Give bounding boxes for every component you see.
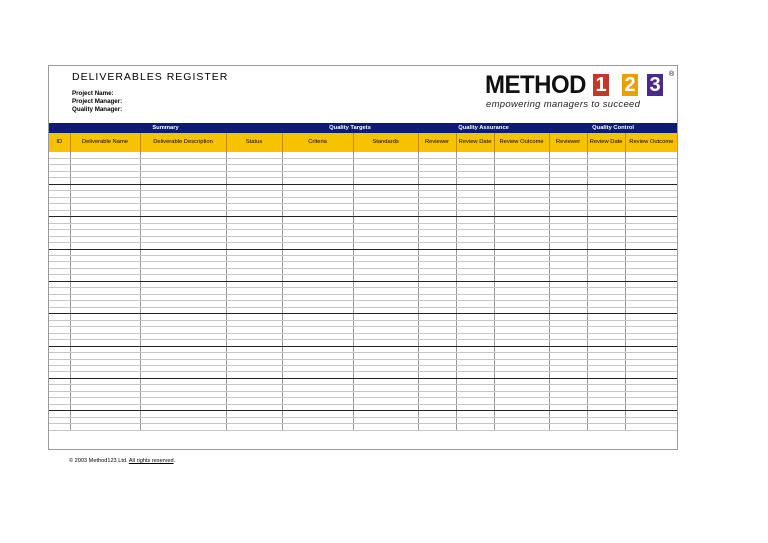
- logo-digit-2: 2: [622, 74, 638, 96]
- col-status: Status: [226, 133, 282, 152]
- col-qa-review-outcome: Review Outcome: [494, 133, 549, 152]
- table-cell[interactable]: [282, 424, 353, 430]
- table-cell[interactable]: [494, 424, 549, 430]
- table-cell[interactable]: [587, 424, 625, 430]
- col-criteria: Criteria: [282, 133, 353, 152]
- table-cell[interactable]: [49, 424, 70, 430]
- deliverables-table: [49, 123, 677, 431]
- logo-digit-1: 1: [593, 74, 609, 96]
- deliverables-register-sheet: [48, 65, 678, 450]
- project-manager-label: Project Manager:: [72, 98, 123, 105]
- copyright-text: © 2003 Method123 Ltd.: [69, 458, 128, 464]
- method123-logo: [485, 70, 675, 112]
- rights-link[interactable]: All rights reserved: [128, 458, 174, 464]
- col-qc-review-outcome: Review Outcome: [625, 133, 677, 152]
- table-cell[interactable]: [625, 424, 677, 430]
- project-name-label: Project Name:: [72, 90, 114, 97]
- table-cell[interactable]: [418, 424, 456, 430]
- col-qc-reviewer: Reviewer: [549, 133, 587, 152]
- group-header-row: [49, 123, 677, 133]
- table-cell[interactable]: [70, 424, 140, 430]
- logo-wordmark: METHOD: [485, 71, 586, 100]
- col-qc-review-date: Review Date: [587, 133, 625, 152]
- table-row: [49, 424, 677, 430]
- col-standards: Standards: [353, 133, 418, 152]
- col-id: ID: [49, 133, 70, 152]
- table-cell[interactable]: [549, 424, 587, 430]
- logo-digit-3: 3: [647, 74, 663, 96]
- quality-manager-label: Quality Manager:: [72, 106, 123, 113]
- group-summary: Summary: [49, 123, 282, 133]
- logo-tagline: empowering managers to succeed: [486, 99, 641, 110]
- group-quality-control: Quality Control: [549, 123, 677, 133]
- col-qa-reviewer: Reviewer: [418, 133, 456, 152]
- col-deliverable-name: Deliverable Name: [70, 133, 140, 152]
- table-body: [49, 152, 677, 430]
- group-quality-targets: Quality Targets: [282, 123, 418, 133]
- col-deliverable-description: Deliverable Description: [140, 133, 226, 152]
- table-cell[interactable]: [353, 424, 418, 430]
- registered-mark: ®: [669, 71, 675, 78]
- group-quality-assurance: Quality Assurance: [418, 123, 549, 133]
- footer: [69, 458, 175, 464]
- table-cell[interactable]: [226, 424, 282, 430]
- page-title: DELIVERABLES REGISTER: [72, 71, 229, 83]
- table-cell[interactable]: [140, 424, 226, 430]
- footer-period: .: [173, 458, 176, 464]
- table-cell[interactable]: [456, 424, 494, 430]
- column-header-row: [49, 133, 677, 152]
- col-qa-review-date: Review Date: [456, 133, 494, 152]
